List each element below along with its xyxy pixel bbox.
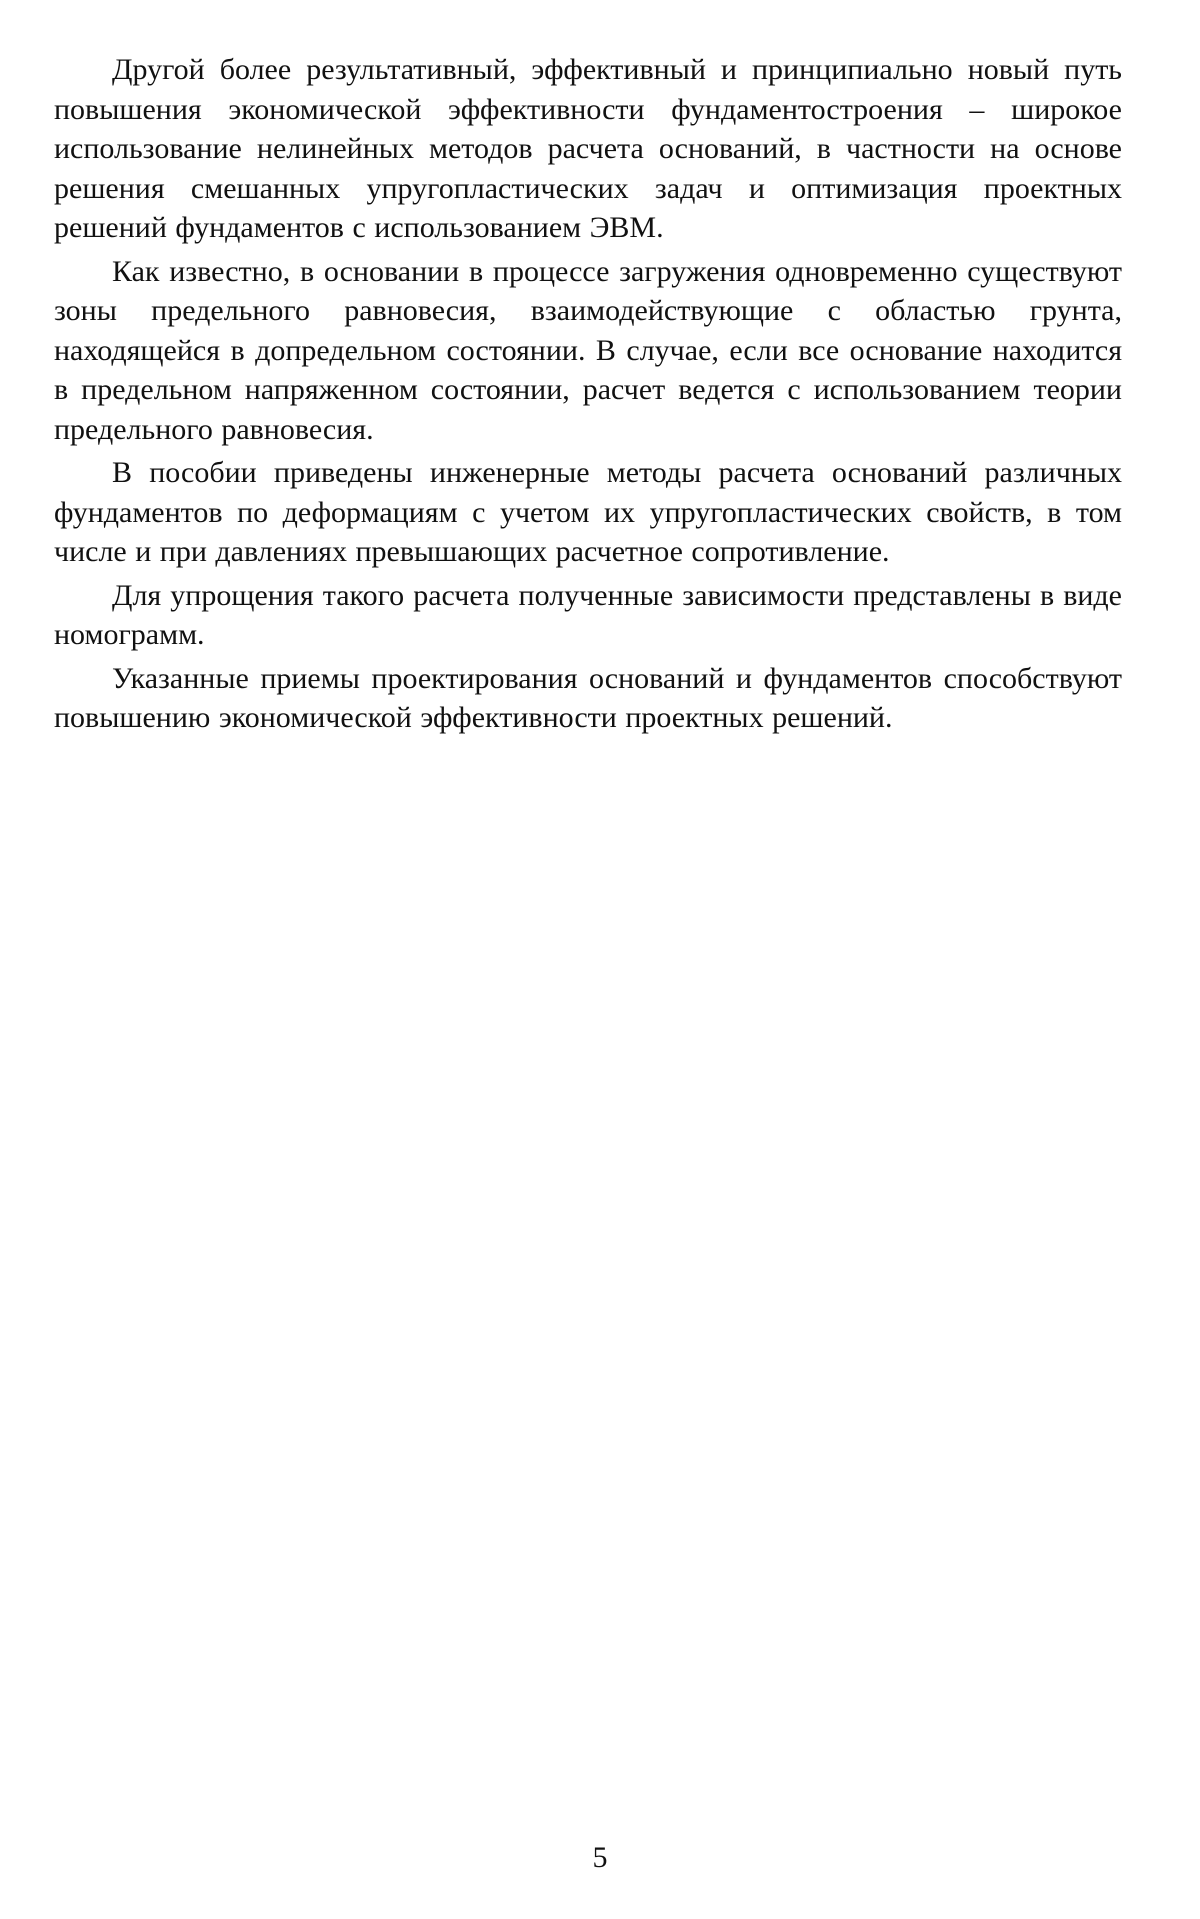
page-number: 5 — [592, 1841, 608, 1874]
paragraph-2: Как известно, в основании в процессе загружения одновременно существуют зоны предельного равновесия, взаимодействующие с областью грунта, находящейся в допредельном состоянии. В случае, если все основание находится в предельном напряженном состоянии, расчет ведется с использованием теории предельного равновесия. — [54, 254, 1122, 446]
paragraph-5: Указанные приемы проектирования оснований и фундаментов способствуют повышению экономической эффективности проектных решений. — [54, 661, 1122, 734]
paragraph-4: Для упрощения такого расчета полученные зависимости представлены в виде номограмм. — [54, 578, 1122, 651]
paragraph-3: В пособии приведены инженерные методы расчета оснований различных фундаментов по деформациям с учетом их упругопластических свойств, в том числе и при давлениях превышающих расчетное сопротивление. — [54, 456, 1122, 568]
document-body — [54, 50, 1122, 742]
paragraph-1: Другой более результативный, эффективный и принципиально новый путь повышения экономической эффективности фундаментостроения – широкое использование нелинейных методов расчета оснований, в частности на основе решения смешанных упругопластических задач и оптимизация проектных решений фундаментов с использованием ЭВМ. — [54, 53, 1122, 244]
